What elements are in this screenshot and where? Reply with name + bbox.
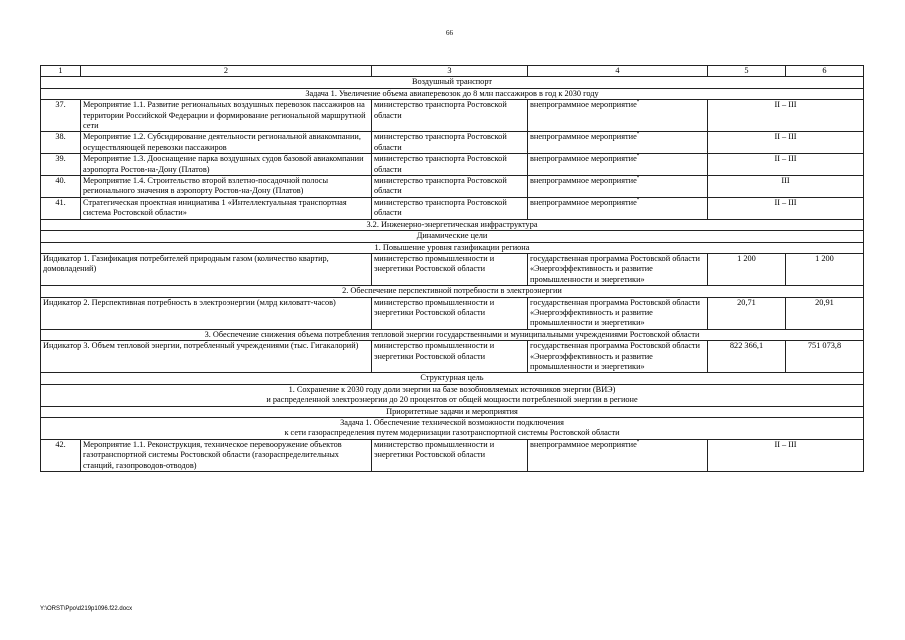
footnote-mark: * (636, 198, 640, 204)
page-number: 66 (446, 29, 453, 37)
section-air-transport: Воздушный транспорт (41, 77, 864, 88)
period: II – III (708, 132, 864, 154)
footnote-mark: * (636, 100, 640, 106)
footnote-mark: * (636, 176, 640, 182)
executor: министерство промышленности и энергетики Ростовской области (372, 253, 528, 285)
executor: министерство промышленности и энергетики Ростовской области (372, 341, 528, 373)
period: II – III (708, 154, 864, 176)
activity-name: Мероприятие 1.2. Субсидирование деятельности региональной авиакомпании, осуществляющей перевозки пассажиров (81, 132, 372, 154)
goal-3: 3. Обеспечение снижения объема потребления тепловой энергии государственными и муниципальными учреждениями Ростовской области (41, 329, 864, 340)
task-infra-line-2: к сети газораспределения путем модернизации газотранспортной системы Ростовской области (284, 428, 620, 438)
executor: министерство транспорта Ростовской области (372, 197, 528, 219)
activity-name: Мероприятие 1.1. Реконструкция, техническое перевооружение объектов газотранспортной системы Ростовской области (газораспределительных станций, газопроводов-отводов) (81, 439, 372, 471)
header-col-4: 4 (528, 66, 708, 77)
executor: министерство промышленности и энергетики Ростовской области (372, 439, 528, 471)
value-col-6: 1 200 (786, 253, 864, 285)
structural-goal-line-2: и распределенной электроэнергии до 20 процентов от общей мощности потребленной энергии в регионе (266, 395, 638, 405)
funding-source (528, 100, 708, 132)
table-row (41, 100, 864, 132)
row-number: 40. (41, 176, 81, 198)
funding-source: государственная программа Ростовской области «Энергоэффективность и развитие промышленности и энергетики» (528, 341, 708, 373)
table-row (41, 197, 864, 219)
funding-source-text: внепрограммное мероприятие (530, 132, 637, 142)
indicator-row (41, 253, 864, 285)
priority-heading: Приоритетные задачи и мероприятия (41, 406, 864, 417)
table-row (41, 176, 864, 198)
row-number: 38. (41, 132, 81, 154)
header-col-3: 3 (372, 66, 528, 77)
funding-source (528, 197, 708, 219)
value-col-6: 751 073,8 (786, 341, 864, 373)
value-col-6: 20,91 (786, 297, 864, 329)
executor: министерство транспорта Ростовской области (372, 154, 528, 176)
period: II – III (708, 439, 864, 471)
task-infra-line-1: Задача 1. Обеспечение технической возможности подключения (340, 418, 564, 427)
indicator-name: Индикатор 2. Перспективная потребность в электроэнергии (млрд киловатт-часов) (41, 297, 372, 329)
goal-1: 1. Повышение уровня газификации региона (41, 242, 864, 253)
footnote-mark: * (636, 440, 640, 446)
funding-source: государственная программа Ростовской области «Энергоэффективность и развитие промышленности и энергетики» (528, 253, 708, 285)
structural-goal-1 (41, 384, 864, 406)
indicator-row (41, 341, 864, 373)
header-col-5: 5 (708, 66, 786, 77)
period: II – III (708, 197, 864, 219)
indicator-name: Индикатор 3. Объем тепловой энергии, потребленный учреждениями (тыс. Гигакалорий) (41, 341, 372, 373)
row-number: 42. (41, 439, 81, 471)
footnote-mark: * (636, 154, 640, 160)
structural-goal-heading: Структурная цель (41, 373, 864, 384)
value-col-5: 20,71 (708, 297, 786, 329)
dynamic-goals-heading: Динамические цели (41, 231, 864, 242)
executor: министерство транспорта Ростовской области (372, 100, 528, 132)
row-number: 37. (41, 100, 81, 132)
executor: министерство транспорта Ростовской области (372, 176, 528, 198)
executor: министерство промышленности и энергетики Ростовской области (372, 297, 528, 329)
executor: министерство транспорта Ростовской области (372, 132, 528, 154)
activity-name: Мероприятие 1.3. Дооснащение парка воздушных судов базовой авиакомпании аэропорта Ростов-на-Дону (Платов) (81, 154, 372, 176)
value-col-5: 822 366,1 (708, 341, 786, 373)
funding-source-text: внепрограммное мероприятие (530, 439, 637, 449)
indicator-row (41, 297, 864, 329)
indicator-name: Индикатор 1. Газификация потребителей природным газом (количество квартир, домовладений) (41, 253, 372, 285)
funding-source (528, 176, 708, 198)
main-table (40, 65, 864, 472)
table-row (41, 132, 864, 154)
header-row (41, 66, 864, 77)
funding-source-text: внепрограммное мероприятие (530, 154, 637, 164)
structural-goal-line-1: 1. Сохранение к 2030 году доли энергии на базе возобновляемых источников энергии (ВИЭ) (288, 384, 616, 394)
funding-source (528, 132, 708, 154)
funding-source (528, 439, 708, 471)
activity-name: Мероприятие 1.1. Развитие региональных воздушных перевозок пассажиров на территории Российской Федерации и формирование региональной маршрутной сети (81, 100, 372, 132)
footer-file-path: Y:\ORST\Ppo\d219p1096.f22.docx (40, 606, 133, 612)
table-row (41, 439, 864, 471)
funding-source-text: внепрограммное мероприятие (530, 176, 637, 186)
funding-source-text: внепрограммное мероприятие (530, 100, 637, 110)
activity-name: Мероприятие 1.4. Строительство второй взлетно-посадочной полосы регионального значения в аэропорту Ростов-на-Дону (Платов) (81, 176, 372, 198)
footnote-mark: * (636, 132, 640, 138)
header-col-1: 1 (41, 66, 81, 77)
period: II – III (708, 100, 864, 132)
funding-source (528, 154, 708, 176)
table-row (41, 154, 864, 176)
task-infra-1 (41, 418, 864, 440)
task-air-1: Задача 1. Увеличение объема авиаперевозок до 8 млн пассажиров в год к 2030 году (41, 88, 864, 99)
activity-name: Стратегическая проектная инициатива 1 «Интеллектуальная транспортная система Ростовской области» (81, 197, 372, 219)
header-col-6: 6 (786, 66, 864, 77)
value-col-5: 1 200 (708, 253, 786, 285)
row-number: 39. (41, 154, 81, 176)
funding-source-text: внепрограммное мероприятие (530, 197, 637, 207)
section-infrastructure: 3.2. Инженерно-энергетическая инфраструктура (41, 219, 864, 230)
row-number: 41. (41, 197, 81, 219)
goal-2: 2. Обеспечение перспективной потребности в электроэнергии (41, 286, 864, 297)
funding-source: государственная программа Ростовской области «Энергоэффективность и развитие промышленности и энергетики» (528, 297, 708, 329)
header-col-2: 2 (81, 66, 372, 77)
period: III (708, 176, 864, 198)
